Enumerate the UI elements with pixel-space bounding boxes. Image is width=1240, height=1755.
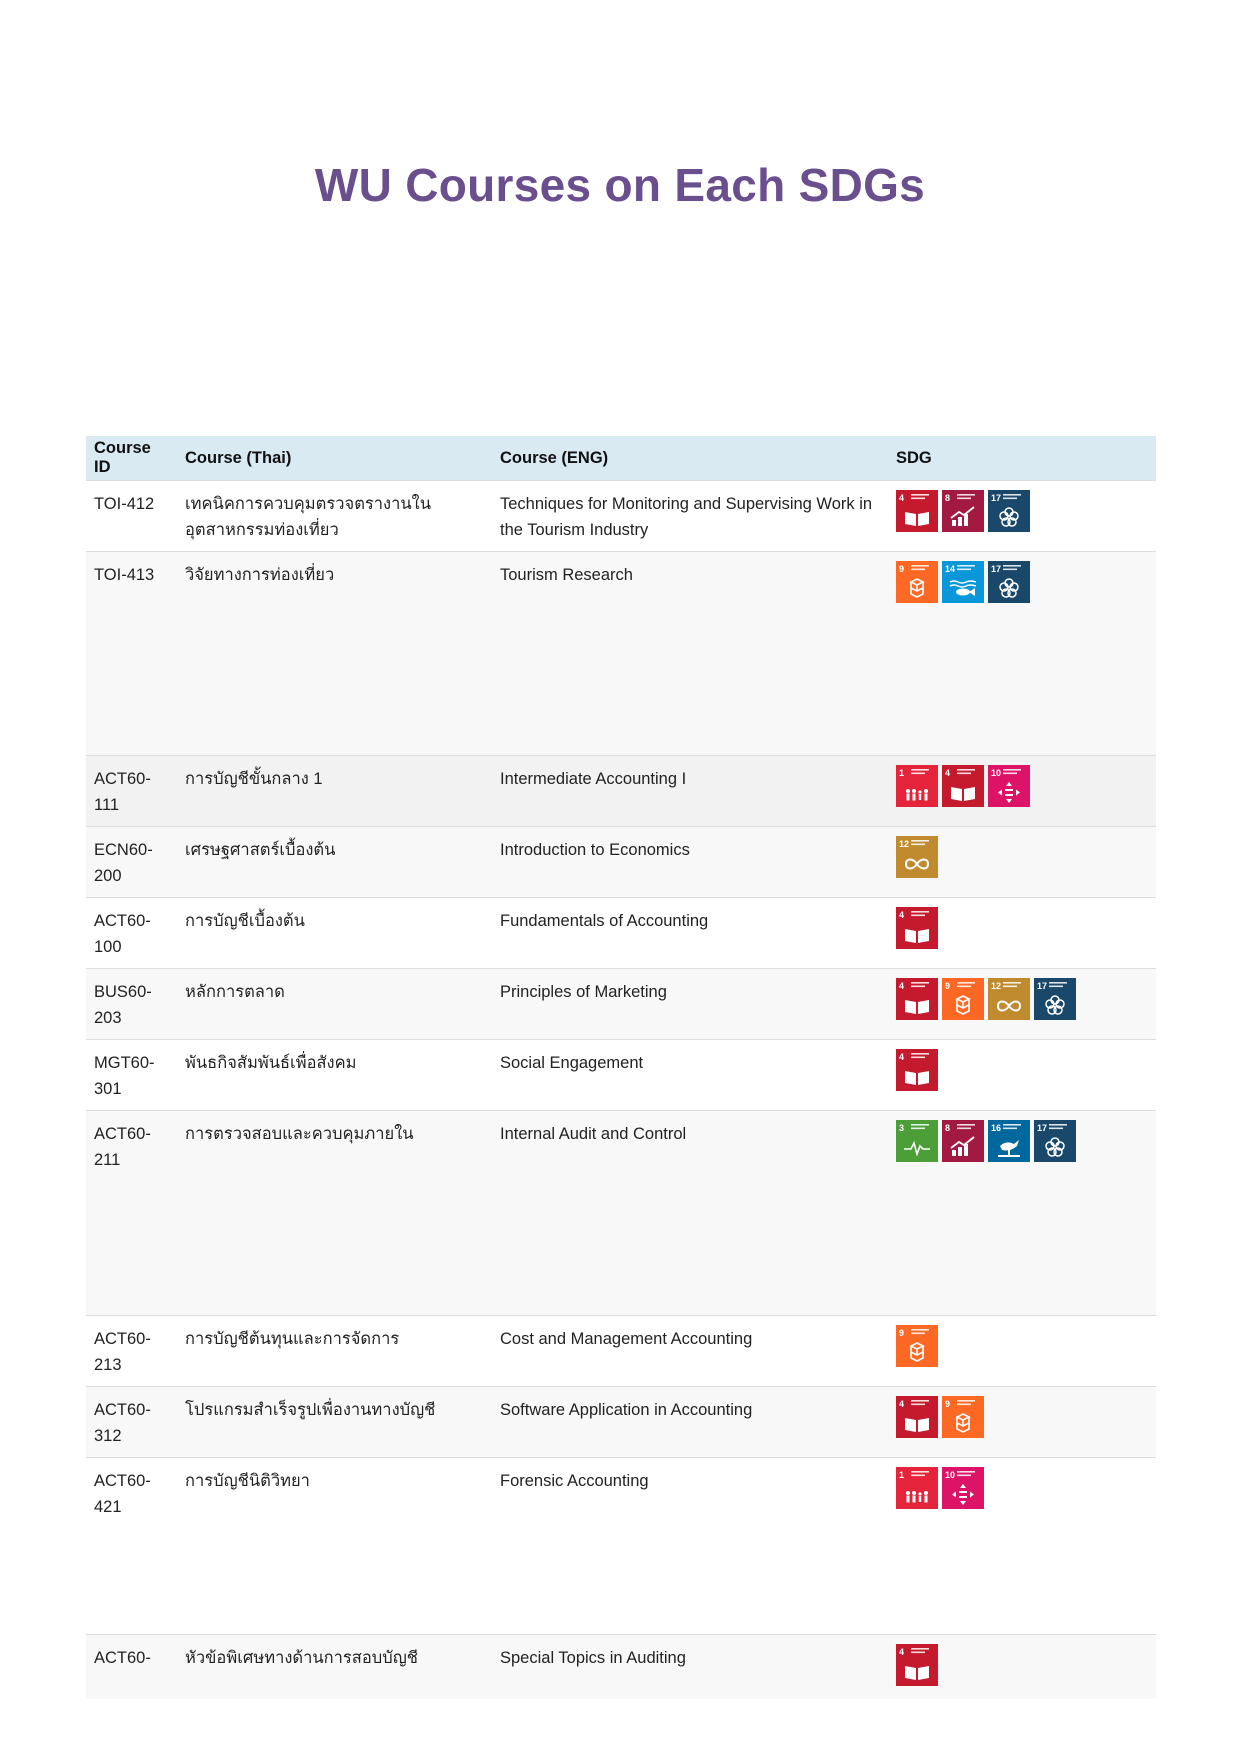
responsible-consumption-icon [896,836,938,878]
course-id-cell: BUS60-203 [86,969,177,1040]
sdg-icons-cell [888,481,1156,552]
course-id-cell: TOI-413 [86,552,177,756]
table-row [86,756,1156,827]
course-eng-cell: Software Application in Accounting [492,1387,888,1458]
industry-innovation-icon [942,1396,984,1438]
course-eng-cell: Tourism Research [492,552,888,756]
course-thai-cell: การบัญชีนิติวิทยา [177,1458,492,1635]
header-course-id: Course ID [86,436,177,481]
svg-text:4: 4 [899,981,905,991]
table-row [86,827,1156,898]
course-eng-cell: Social Engagement [492,1040,888,1111]
good-health-icon [896,1120,938,1162]
course-id-cell: ACT60-421 [86,1458,177,1635]
industry-innovation-icon [942,978,984,1020]
table-row [86,969,1156,1040]
sdg-icons-cell [888,756,1156,827]
quality-education-icon [896,978,938,1020]
table-row [86,481,1156,552]
svg-text:12: 12 [899,839,910,849]
sdg-icons-cell [888,552,1156,756]
svg-text:12: 12 [991,981,1002,991]
course-id-cell: ACT60- [86,1635,177,1699]
sdg-icons-cell [888,1316,1156,1387]
no-poverty-icon [896,765,938,807]
quality-education-icon [896,1644,938,1686]
header-sdg: SDG [888,436,1156,481]
svg-text:4: 4 [899,1647,905,1657]
course-id-cell: ACT60-111 [86,756,177,827]
svg-text:14: 14 [945,564,956,574]
course-eng-cell: Special Topics in Auditing [492,1635,888,1699]
no-poverty-icon [896,1467,938,1509]
svg-text:8: 8 [945,1123,951,1133]
course-id-cell: TOI-412 [86,481,177,552]
svg-text:3: 3 [899,1123,905,1133]
course-thai-cell: เทคนิคการควบคุมตรวจตรางานในอุตสาหกรรมท่องเที่ยว [177,481,492,552]
svg-text:16: 16 [991,1123,1002,1133]
course-thai-cell: หัวข้อพิเศษทางด้านการสอบบัญชี [177,1635,492,1699]
course-eng-cell: Internal Audit and Control [492,1111,888,1316]
industry-innovation-icon [896,561,938,603]
quality-education-icon [896,907,938,949]
course-id-cell: ECN60-200 [86,827,177,898]
svg-text:9: 9 [945,981,951,991]
sdg-icons-cell [888,969,1156,1040]
svg-text:9: 9 [899,1328,905,1338]
svg-text:17: 17 [991,564,1002,574]
header-course-eng: Course (ENG) [492,436,888,481]
industry-innovation-icon [896,1325,938,1367]
table-row [86,1040,1156,1111]
course-eng-cell: Intermediate Accounting I [492,756,888,827]
svg-text:9: 9 [899,564,905,574]
page-title: WU Courses on Each SDGs [314,159,926,211]
peace-justice-icon [988,1120,1030,1162]
quality-education-icon [896,490,938,532]
sdg-icons-cell [888,1387,1156,1458]
table-row [86,1111,1156,1316]
table-header-row [86,436,1156,481]
sdg-icons-cell [888,1040,1156,1111]
svg-text:17: 17 [1037,1123,1048,1133]
sdg-icons-cell [888,827,1156,898]
svg-text:4: 4 [899,493,905,503]
partnerships-icon [1034,978,1076,1020]
quality-education-icon [942,765,984,807]
courses-table [86,436,1156,1699]
course-thai-cell: หลักการตลาด [177,969,492,1040]
table-row [86,1387,1156,1458]
svg-text:1: 1 [899,768,905,778]
course-id-cell: ACT60-312 [86,1387,177,1458]
svg-text:9: 9 [945,1399,951,1409]
course-thai-cell: เศรษฐศาสตร์เบื้องต้น [177,827,492,898]
quality-education-icon [896,1049,938,1091]
svg-text:17: 17 [991,493,1002,503]
table-row [86,1458,1156,1635]
course-thai-cell: วิจัยทางการท่องเที่ยว [177,552,492,756]
sdg-icons-cell [888,1458,1156,1635]
svg-text:4: 4 [899,1399,905,1409]
course-eng-cell: Introduction to Economics [492,827,888,898]
course-thai-cell: พันธกิจสัมพันธ์เพื่อสังคม [177,1040,492,1111]
header-course-thai: Course (Thai) [177,436,492,481]
svg-text:4: 4 [899,1052,905,1062]
reduced-inequalities-icon [988,765,1030,807]
course-thai-cell: การตรวจสอบและควบคุมภายใน [177,1111,492,1316]
table-row [86,898,1156,969]
partnerships-icon [1034,1120,1076,1162]
course-thai-cell: การบัญชีขั้นกลาง 1 [177,756,492,827]
responsible-consumption-icon [988,978,1030,1020]
reduced-inequalities-icon [942,1467,984,1509]
course-id-cell: ACT60-100 [86,898,177,969]
table-row [86,1316,1156,1387]
course-id-cell: ACT60-213 [86,1316,177,1387]
svg-text:17: 17 [1037,981,1048,991]
course-eng-cell: Principles of Marketing [492,969,888,1040]
quality-education-icon [896,1396,938,1438]
svg-text:10: 10 [991,768,1002,778]
course-id-cell: MGT60-301 [86,1040,177,1111]
course-thai-cell: การบัญชีเบื้องต้น [177,898,492,969]
svg-text:4: 4 [945,768,951,778]
partnerships-icon [988,490,1030,532]
sdg-icons-cell [888,1635,1156,1699]
table-body [86,481,1156,1699]
course-eng-cell: Cost and Management Accounting [492,1316,888,1387]
table-row [86,1635,1156,1699]
course-eng-cell: Fundamentals of Accounting [492,898,888,969]
svg-text:10: 10 [945,1470,956,1480]
course-eng-cell: Forensic Accounting [492,1458,888,1635]
partnerships-icon [988,561,1030,603]
svg-text:4: 4 [899,910,905,920]
sdg-icons-cell [888,898,1156,969]
decent-work-icon [942,490,984,532]
life-below-water-icon [942,561,984,603]
sdg-icons-cell [888,1111,1156,1316]
course-eng-cell: Techniques for Monitoring and Supervising Work in the Tourism Industry [492,481,888,552]
table-row [86,552,1156,756]
course-thai-cell: โปรแกรมสำเร็จรูปเพื่องานทางบัญชี [177,1387,492,1458]
svg-text:8: 8 [945,493,951,503]
course-id-cell: ACT60-211 [86,1111,177,1316]
course-thai-cell: การบัญชีต้นทุนและการจัดการ [177,1316,492,1387]
svg-text:1: 1 [899,1470,905,1480]
decent-work-icon [942,1120,984,1162]
